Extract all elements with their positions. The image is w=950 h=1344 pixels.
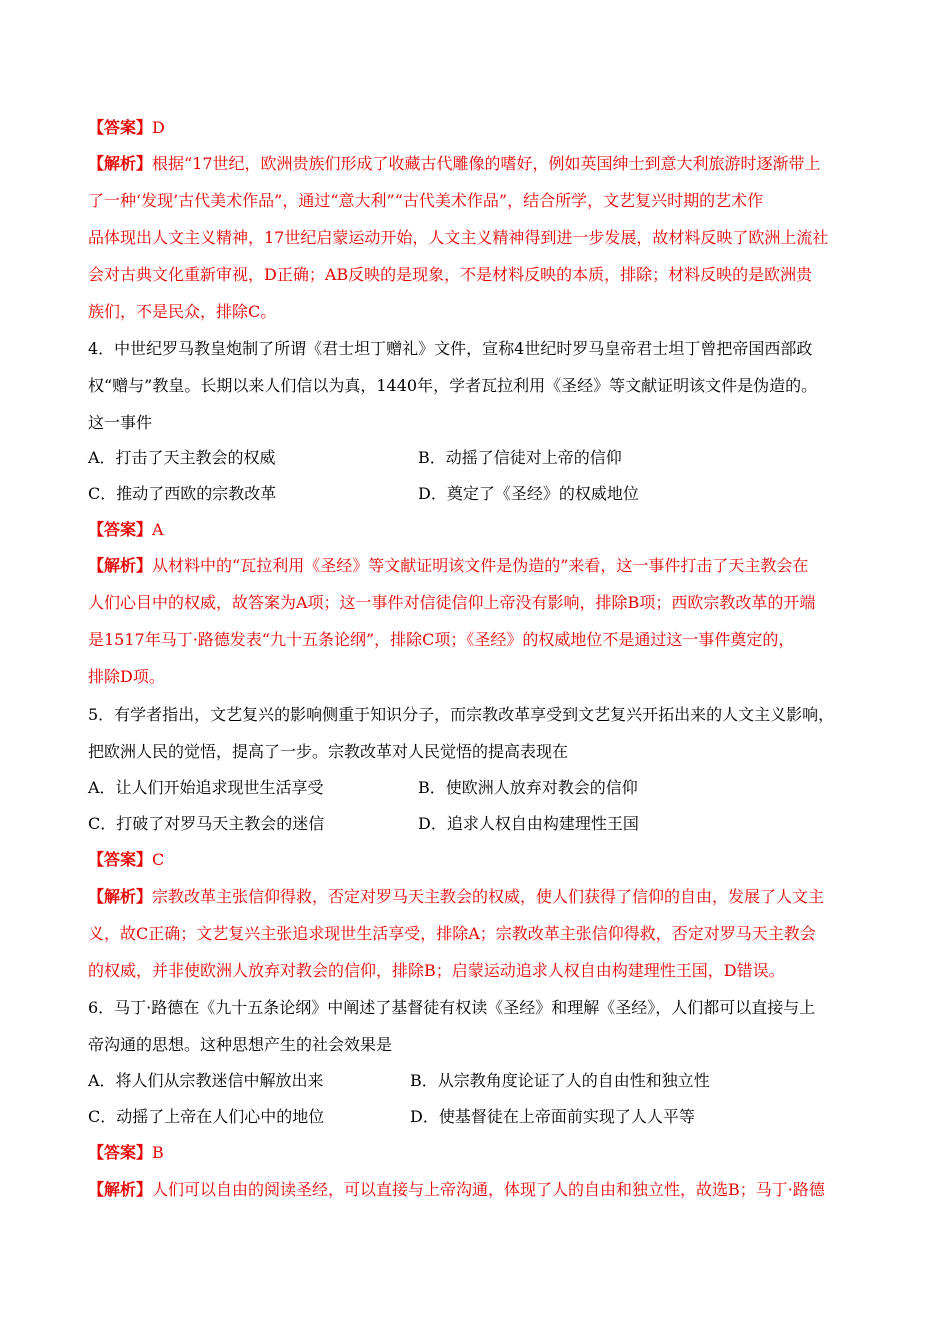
analysis-tag: 【解析】	[88, 556, 153, 575]
question-stem: 这一事件	[88, 413, 153, 432]
answer-tag: 【答案】	[88, 520, 153, 539]
answer-tag: 【答案】	[88, 1143, 153, 1162]
analysis-line: 人们心目中的权威，故答案为A项；这一事件对信徒信仰上帝没有影响，排除B项；西欧宗教改革的开端	[88, 593, 816, 612]
analysis-line: 义，故C正确；文艺复兴主张追求现世生活享受，排除A；宗教改革主张信仰得救，否定对罗马天主教会	[88, 924, 816, 943]
option-d: D．使基督徒在上帝面前实现了人人平等	[410, 1107, 695, 1126]
option-a: A．将人们从宗教迷信中解放出来	[88, 1071, 324, 1090]
answer-line	[88, 118, 165, 138]
option-d: D．追求人权自由构建理性王国	[418, 814, 639, 833]
question-stem: 6．马丁·路德在《九十五条论纲》中阐述了基督徒有权读《圣经》和理解《圣经》，人们都可以直接与上	[88, 998, 816, 1017]
answer-line	[88, 520, 164, 540]
analysis-line: 品体现出人文主义精神，17世纪启蒙运动开始，人文主义精神得到进一步发展，故材料反映了欧洲上流社	[88, 228, 829, 247]
option-c: C．打破了对罗马天主教会的迷信	[88, 814, 325, 833]
answer-tag: 【答案】	[88, 850, 153, 869]
question-stem: 4．中世纪罗马教皇炮制了所谓《君士坦丁赠礼》文件，宣称4世纪时罗马皇帝君士坦丁曾把帝国西部政	[88, 339, 813, 358]
option-a: A．打击了天主教会的权威	[88, 448, 276, 467]
option-c: C．推动了西欧的宗教改革	[88, 484, 277, 503]
analysis-tag: 【解析】	[88, 1180, 153, 1199]
analysis-line: 排除D项。	[88, 667, 165, 686]
analysis-line: 【解析】宗教改革主张信仰得救，否定对罗马天主教会的权威，使人们获得了信仰的自由，发展了人文主	[88, 887, 825, 906]
question-stem: 帝沟通的思想。这种思想产生的社会效果是	[88, 1035, 393, 1054]
question-stem: 把欧洲人民的觉悟，提高了一步。宗教改革对人民觉悟的提高表现在	[88, 742, 569, 761]
answer-value: D	[152, 118, 165, 137]
analysis-line: 了一种‘发现’古代美术作品”，通过“意大利”“古代美术作品”，结合所学，文艺复兴时期的艺术作	[88, 191, 764, 210]
analysis-line: 的权威，并非使欧洲人放弃对教会的信仰，排除B；启蒙运动追求人权自由构建理性王国，D错误。	[88, 961, 785, 980]
analysis-line: 【解析】根据“17世纪，欧洲贵族们形成了收藏古代雕像的嗜好，例如英国绅士到意大利旅游时逐渐带上	[88, 154, 821, 173]
option-c: C．动摇了上帝在人们心中的地位	[88, 1107, 325, 1126]
option-a: A．让人们开始追求现世生活享受	[88, 778, 324, 797]
analysis-tag: 【解析】	[88, 154, 153, 173]
answer-value: B	[152, 1143, 164, 1162]
answer-tag: 【答案】	[88, 118, 153, 137]
option-d: D．奠定了《圣经》的权威地位	[418, 484, 639, 503]
analysis-line: 【解析】从材料中的“瓦拉利用《圣经》等文献证明该文件是伪造的”来看，这一事件打击了天主教会在	[88, 556, 809, 575]
analysis-line: 是1517年马丁·路德发表“九十五条论纲”，排除C项；《圣经》的权威地位不是通过这一事件奠定的，	[88, 630, 795, 649]
option-b: B．使欧洲人放弃对教会的信仰	[418, 778, 638, 797]
answer-value: A	[152, 520, 164, 539]
analysis-line: 会对古典文化重新审视，D正确；AB反映的是现象，不是材料反映的本质，排除；材料反映的是欧洲贵	[88, 265, 813, 284]
analysis-line: 族们，不是民众，排除C。	[88, 302, 277, 321]
option-b: B．动摇了信徒对上帝的信仰	[418, 448, 622, 467]
question-stem: 权“赠与”教皇。长期以来人们信以为真，1440年，学者瓦拉利用《圣经》等文献证明该文件是伪造的。	[88, 376, 818, 395]
analysis-line: 【解析】人们可以自由的阅读圣经，可以直接与上帝沟通，体现了人的自由和独立性，故选B；马丁·路德	[88, 1180, 825, 1199]
answer-value: C	[152, 850, 165, 869]
answer-line	[88, 1143, 164, 1163]
answer-line	[88, 850, 164, 870]
analysis-tag: 【解析】	[88, 887, 153, 906]
option-b: B．从宗教角度论证了人的自由性和独立性	[410, 1071, 710, 1090]
question-stem: 5．有学者指出，文艺复兴的影响侧重于知识分子，而宗教改革享受到文艺复兴开拓出来的人文主义影响，	[88, 705, 835, 724]
